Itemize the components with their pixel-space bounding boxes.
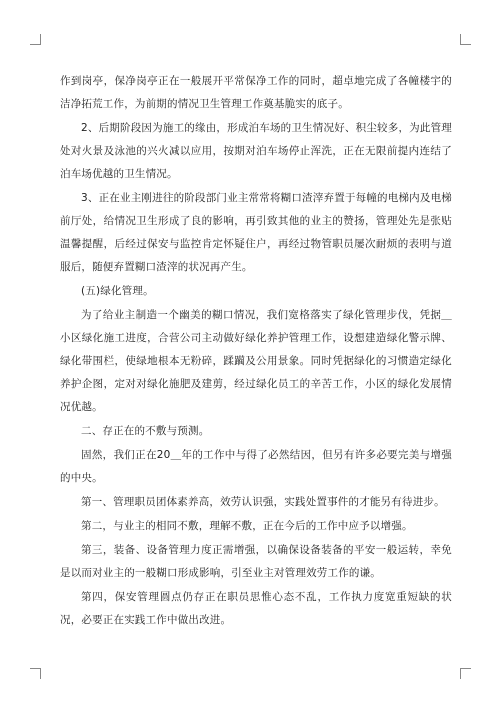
paragraph-point-1: 第一、管理职员团体素养高，效劳认识强，实践处置事件的才能另有待进步。 (81, 496, 445, 508)
paragraph-summary: 固然，我们正在20＿年的工作中与得了必然结因，但另有许多必要完美与增强的中央。 (60, 449, 452, 484)
document-body (60, 70, 452, 633)
paragraph-point-4: 第四，保安管理圆点仍存正在职员思惟心态不乱，工作执力度宽重短缺的状况，必要正在实践工作中做出改进。 (60, 591, 452, 626)
section-heading-shortcomings: 二、存正在的不敷与预测。 (81, 425, 210, 437)
paragraph-garbage-disposal: 3、正在业主刚进往的阶段部门业主常常将糊口渣滓弃置于每幢的电梯内及电梯前厅处，给情况卫生形成了良的影响，再引致其他的业主的赞扬，管理处先是张贴温馨提醒，后经过保安与监控肯定怀疑住户，再经过物管职员屡次耐烦的表明与道服后，随便弃置糊口渣滓的状况再产生。 (60, 192, 452, 273)
paragraph-point-3: 第三，装备、设备管理力度正需增强，以确保设备装备的平安一般运转，幸免是以而对业主的一般糊口形成影响，引至业主对管理效劳工作的谦。 (60, 544, 452, 579)
corner-crop-mark-top-left (30, 34, 41, 45)
paragraph-greening: 为了给业主制造一个幽美的糊口情况，我们宽格落实了绿化管理步伐，凭据＿小区绿化施工进度，合营公司主动做好绿化养护管理工作，设想建造绿化警示牌、绿化带围栏，使绿地根本无粉碎，蹂躏及公用景象。同时凭据绿化的习惯造定绿化养护企图，定对对绿化施肥及建剪，经过绿化员工的辛苦工作，小区的绿化发展情况优越。 (60, 309, 452, 413)
section-heading-greening: (五)绿化管理。 (81, 285, 154, 297)
corner-crop-mark-bottom-left (30, 668, 41, 679)
corner-crop-mark-top-right (460, 34, 471, 45)
paragraph-parking-hygiene: 2、后期阶段因为施工的缘由，形成泊车场的卫生情况好、积尘较多，为此管理处对火景及泳池的兴火减以应用，按期对泊车场停止浑洗，正在无限前提内连结了泊车场优越的卫生情况。 (60, 122, 452, 180)
paragraph-continuation: 作到岗亭，保净岗亭正在一般展开平常保净工作的同时，超卓地完成了各幢楼宇的洁净拓荒工作，为前期的情况卫生管理工作奠基脆实的底子。 (60, 75, 452, 110)
corner-crop-mark-bottom-right (460, 668, 471, 679)
paragraph-point-2: 第二，与业主的相同不敷，理解不敷，正在今后的工作中应予以增强。 (81, 520, 413, 532)
